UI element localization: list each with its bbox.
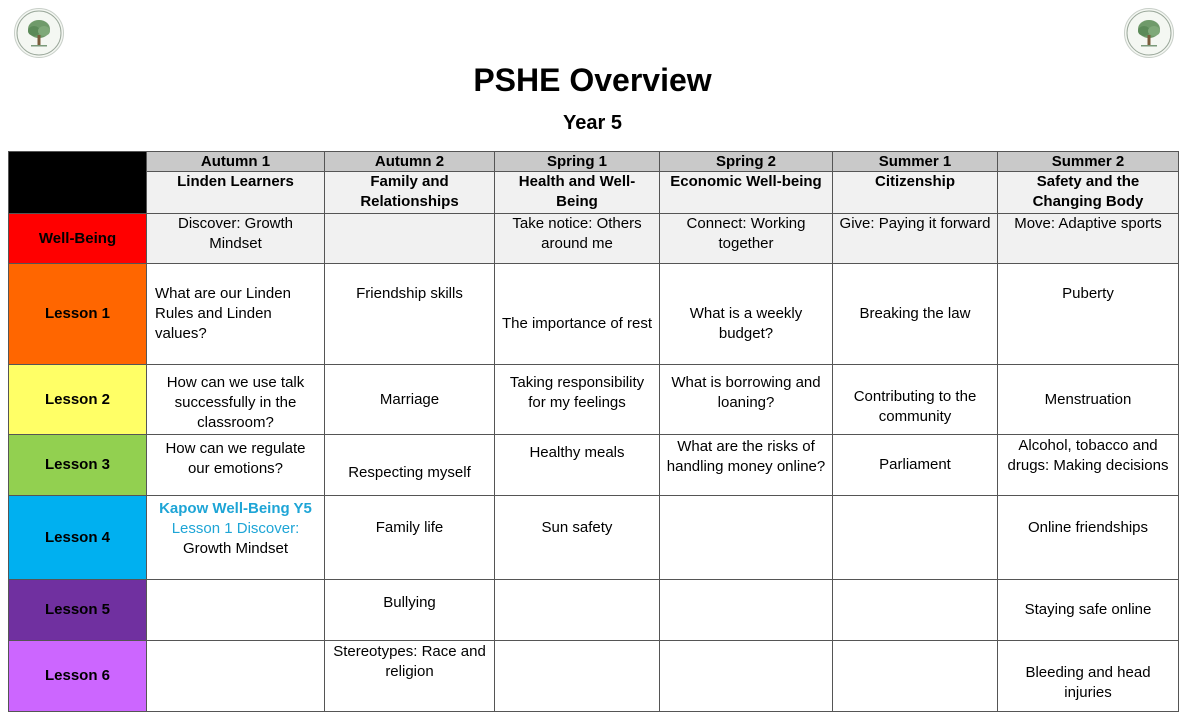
page-title: PSHE Overview: [473, 62, 712, 98]
term-header: Spring 2: [660, 152, 833, 172]
lesson-cell: What are our Linden Rules and Linden values?: [147, 264, 325, 365]
lesson-cell: Puberty: [998, 264, 1179, 365]
lesson-cell: Healthy meals: [495, 435, 660, 496]
lesson-cell: Breaking the law: [833, 264, 998, 365]
lesson-cell: [325, 214, 495, 264]
lesson-row: [9, 496, 1179, 580]
lesson-cell: [495, 580, 660, 641]
lesson-cell: Connect: Working together: [660, 214, 833, 264]
theme-header: Citizenship: [833, 172, 998, 214]
lesson-cell: Bullying: [325, 580, 495, 641]
lesson-cell: [495, 641, 660, 712]
row-label-lesson: Lesson 6: [9, 641, 147, 712]
lesson-cell: Menstruation: [998, 365, 1179, 435]
row-label-lesson: Lesson 3: [9, 435, 147, 496]
theme-header: Safety and the Changing Body: [998, 172, 1179, 214]
lesson-cell: What is a weekly budget?: [660, 264, 833, 365]
theme-header: Health and Well-Being: [495, 172, 660, 214]
lesson-cell: [660, 496, 833, 580]
lesson-cell: Contributing to the community: [833, 365, 998, 435]
school-logo-left: [14, 8, 64, 58]
term-header: Autumn 2: [325, 152, 495, 172]
kapow-topic: Growth Mindset: [182, 540, 289, 557]
lesson-row: [9, 580, 1179, 641]
lesson-cell: What are the risks of handling money online?: [660, 435, 833, 496]
lesson-cell: Move: Adaptive sports: [998, 214, 1179, 264]
lesson-cell: [147, 641, 325, 712]
lesson-row: [9, 264, 1179, 365]
lesson-cell: [660, 580, 833, 641]
lesson-cell: Take notice: Others around me: [495, 214, 660, 264]
wellbeing-row: [9, 214, 1179, 264]
lesson-cell: Friendship skills: [325, 264, 495, 365]
lesson-row: [9, 435, 1179, 496]
school-tree-logo-icon: [15, 9, 63, 57]
lesson-row: [9, 365, 1179, 435]
theme-header-row: [9, 172, 1179, 214]
lesson-cell: Marriage: [325, 365, 495, 435]
lesson-cell: Staying safe online: [998, 580, 1179, 641]
lesson-cell: Taking responsibility for my feelings: [495, 365, 660, 435]
lesson-cell: How can we regulate our emotions?: [147, 435, 325, 496]
row-label-lesson: Lesson 1: [9, 264, 147, 365]
kapow-cell: [147, 496, 325, 580]
lesson-cell: Give: Paying it forward: [833, 214, 998, 264]
lesson-cell: [833, 496, 998, 580]
term-header: Autumn 1: [147, 152, 325, 172]
theme-header: Linden Learners: [147, 172, 325, 214]
school-logo-right: [1124, 8, 1174, 58]
theme-header: Economic Well-being: [660, 172, 833, 214]
lesson-cell: [147, 580, 325, 641]
row-label-wellbeing: Well-Being: [9, 214, 147, 264]
lesson-cell: Parliament: [833, 435, 998, 496]
row-label-lesson: Lesson 2: [9, 365, 147, 435]
lesson-cell: Family life: [325, 496, 495, 580]
lesson-cell: Sun safety: [495, 496, 660, 580]
row-label-lesson: Lesson 5: [9, 580, 147, 641]
lesson-cell: Alcohol, tobacco and drugs: Making decisions: [998, 435, 1179, 496]
lesson-cell: Stereotypes: Race and religion: [325, 641, 495, 712]
lesson-cell: Online friendships: [998, 496, 1179, 580]
term-header: Summer 1: [833, 152, 998, 172]
lesson-cell: Discover: Growth Mindset: [147, 214, 325, 264]
lesson-cell: The importance of rest: [495, 264, 660, 365]
kapow-lesson: Lesson 1 Discover:: [171, 520, 300, 537]
corner-cell: [9, 152, 147, 214]
term-header-row: [9, 152, 1179, 172]
term-header: Summer 2: [998, 152, 1179, 172]
lesson-cell: What is borrowing and loaning?: [660, 365, 833, 435]
lesson-row: [9, 641, 1179, 712]
lesson-cell: Respecting myself: [325, 435, 495, 496]
pshe-overview-table: [8, 151, 1179, 712]
lesson-cell: How can we use talk successfully in the classroom?: [147, 365, 325, 435]
lesson-cell: [833, 580, 998, 641]
lesson-cell: Bleeding and head injuries: [998, 641, 1179, 712]
row-label-lesson: Lesson 4: [9, 496, 147, 580]
theme-header: Family and Relationships: [325, 172, 495, 214]
lesson-cell: [660, 641, 833, 712]
term-header: Spring 1: [495, 152, 660, 172]
lesson-cell: [833, 641, 998, 712]
school-tree-logo-icon: [1125, 9, 1173, 57]
page-subtitle: Year 5: [563, 112, 622, 134]
kapow-title: Kapow Well-Being Y5: [159, 500, 312, 517]
